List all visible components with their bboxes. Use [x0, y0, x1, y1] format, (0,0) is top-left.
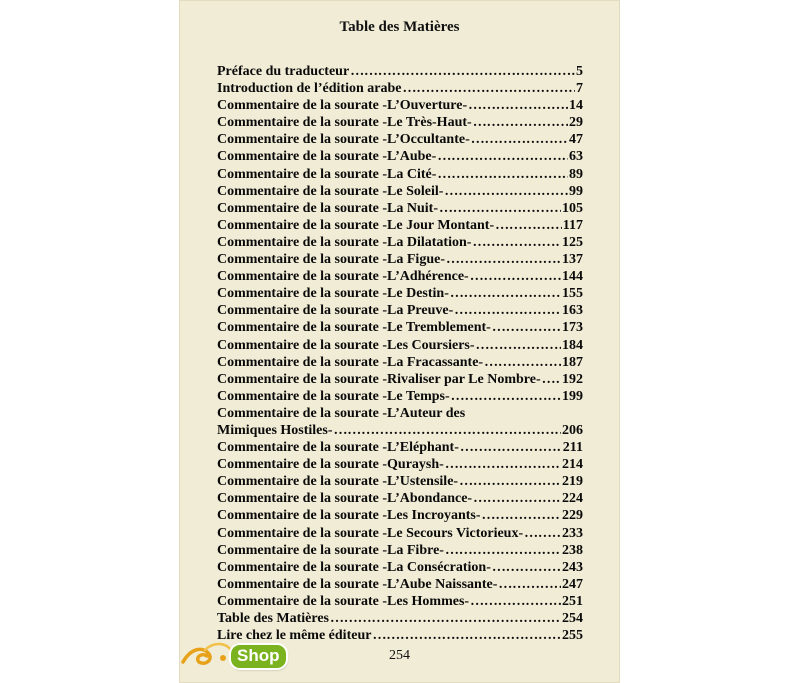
toc-dot-leader: [524, 525, 561, 542]
toc-entry-page: 137: [562, 252, 583, 268]
toc-entry: [217, 525, 583, 542]
toc-entry-title: Commentaire de la sourate -L’Occultante-: [217, 132, 470, 148]
toc-dot-leader: [470, 268, 561, 285]
toc-entry-title: Commentaire de la sourate -Quraysh-: [217, 457, 444, 473]
toc-entry-title: Commentaire de la sourate -Les Incroyants-: [217, 508, 481, 524]
toc-entry: [217, 473, 583, 490]
toc-entry-page: 229: [562, 508, 583, 524]
toc-dot-leader: [445, 456, 561, 473]
toc-entry: [217, 234, 583, 251]
toc-entry-page: 7: [576, 81, 583, 97]
toc-entry-title: Commentaire de la sourate -L’Eléphant-: [217, 440, 459, 456]
toc-dot-leader: [460, 439, 562, 456]
toc-entry-title: Commentaire de la sourate -L’Ouverture-: [217, 98, 468, 114]
logo-text: Shop: [231, 645, 286, 668]
toc-dot-leader: [482, 507, 561, 524]
toc-entry-page: 63: [569, 149, 583, 165]
toc-entry: [217, 593, 583, 610]
toc-entry-page: 211: [562, 440, 583, 456]
toc-dot-leader: [445, 542, 561, 559]
toc-dot-leader: [473, 114, 568, 131]
toc-entry-page: 206: [562, 422, 583, 438]
toc-dot-leader: [451, 388, 561, 405]
toc-entry: [217, 456, 583, 473]
toc-dot-leader: [372, 627, 561, 644]
table-of-contents: [217, 63, 583, 644]
toc-dot-leader: [437, 148, 568, 165]
toc-dot-leader: [476, 337, 561, 354]
toc-entry-page: 199: [562, 388, 583, 404]
toc-dot-leader: [470, 593, 561, 610]
toc-entry-title: Commentaire de la sourate -Les Coursiers-: [217, 337, 475, 353]
toc-dot-leader: [446, 251, 561, 268]
toc-entry: [217, 166, 583, 183]
toc-dot-leader: [459, 473, 561, 490]
toc-entry-page: 14: [569, 98, 583, 114]
toc-dot-leader: [454, 302, 561, 319]
toc-entry: [217, 371, 583, 388]
toc-entry-page: 184: [562, 337, 583, 353]
toc-dot-leader: [437, 166, 568, 183]
toc-entry-page: 219: [562, 474, 583, 490]
toc-entry-title: Commentaire de la sourate -La Dilatation-: [217, 234, 472, 250]
toc-entry: [217, 217, 583, 234]
toc-entry: [217, 268, 583, 285]
toc-entry: [217, 97, 583, 114]
toc-entry: [217, 285, 583, 302]
toc-entry: [217, 388, 583, 405]
toc-dot-leader: [450, 285, 561, 302]
toc-entry: [217, 610, 583, 627]
toc-entry-page: 192: [562, 371, 583, 387]
toc-entry-title: Commentaire de la sourate -Le Secours Victorieux-: [217, 525, 524, 541]
toc-entry-page: 125: [562, 234, 583, 250]
toc-entry-title: Commentaire de la sourate -Le Soleil-: [217, 183, 444, 199]
toc-entry-title: Commentaire de la sourate -La Figue-: [217, 252, 445, 268]
toc-entry-title: Commentaire de la sourate -Rivaliser par Le Nombre-: [217, 371, 541, 387]
toc-entry-page: 254: [562, 611, 583, 626]
toc-entry-page: 155: [562, 286, 583, 302]
toc-entry-page: 238: [562, 542, 583, 558]
toc-entry-title: Commentaire de la sourate -L’Ustensile-: [217, 474, 459, 490]
toc-entry-title: Commentaire de la sourate -La Nuit-: [217, 200, 438, 216]
toc-entry-title: Commentaire de la sourate -Le Tremblement-: [217, 320, 491, 336]
toc-entry-title: Commentaire de la sourate -Le Destin-: [217, 286, 449, 302]
toc-entry: [217, 576, 583, 593]
toc-dot-leader: [330, 610, 561, 627]
toc-dot-leader: [402, 80, 575, 97]
page-number: 254: [389, 648, 410, 663]
toc-entry: [217, 200, 583, 217]
toc-entry: [217, 251, 583, 268]
toc-entry: [217, 131, 583, 148]
toc-entry: [217, 439, 583, 456]
book-page: [179, 0, 620, 683]
toc-entry-page: 5: [576, 64, 583, 79]
toc-dot-leader: [473, 490, 561, 507]
toc-entry-title: Commentaire de la sourate -Le Très-Haut-: [217, 115, 472, 131]
toc-entry-title: Commentaire de la sourate -La Preuve-: [217, 303, 454, 319]
toc-entry: [217, 63, 583, 80]
toc-dot-leader: [350, 63, 575, 80]
toc-entry-page: 163: [562, 303, 583, 319]
toc-entry-title: Commentaire de la sourate -Le Jour Montant-: [217, 217, 495, 233]
toc-entry-title: Commentaire de la sourate -La Cité-: [217, 166, 437, 182]
toc-entry-page: 47: [569, 132, 583, 148]
toc-dot-leader: [492, 559, 561, 576]
toc-entry-title: Commentaire de la sourate -L’Abondance-: [217, 491, 473, 507]
toc-dot-leader: [498, 576, 561, 593]
toc-entry-title: Table des Matières: [217, 611, 329, 626]
toc-entry: [217, 337, 583, 354]
toc-entry-title: Mimiques Hostiles-: [217, 422, 333, 438]
toc-entry-page: 105: [562, 200, 583, 216]
toc-entry: [217, 302, 583, 319]
toc-dot-leader: [439, 200, 561, 217]
toc-entry: [217, 319, 583, 336]
toc-entry-title: Commentaire de la sourate -L’Auteur des: [217, 405, 466, 421]
toc-entry-page: 89: [569, 166, 583, 182]
toc-dot-leader: [484, 354, 561, 371]
toc-entry-title: Commentaire de la sourate -L’Aube-: [217, 149, 437, 165]
toc-entry: [217, 490, 583, 507]
toc-dot-leader: [542, 371, 561, 388]
toc-entry-page: 214: [562, 457, 583, 473]
toc-dot-leader: [495, 217, 562, 234]
toc-entry-page: 251: [562, 593, 583, 609]
toc-entry-page: 233: [562, 525, 583, 541]
toc-entry-title: Commentaire de la sourate -La Fracassante-: [217, 354, 484, 370]
toc-entry-title: Commentaire de la sourate -L’Adhérence-: [217, 269, 469, 285]
toc-entry-title: Préface du traducteur: [217, 64, 350, 79]
toc-entry-title: Commentaire de la sourate -La Consécration-: [217, 559, 491, 575]
toc-entry: [217, 148, 583, 165]
toc-entry-page: 224: [562, 491, 583, 507]
toc-entry-title: Introduction de l’édition arabe: [217, 81, 402, 97]
toc-entry-title: Lire chez le même éditeur: [217, 628, 372, 644]
toc-entry-title: Commentaire de la sourate -La Fibre-: [217, 542, 444, 558]
toc-dot-leader: [444, 183, 568, 200]
toc-entry: [217, 80, 583, 97]
toc-dot-leader: [471, 131, 568, 148]
toc-entry: [217, 422, 583, 439]
toc-dot-leader: [472, 234, 561, 251]
toc-entry-title: Commentaire de la sourate -L’Aube Naissante-: [217, 576, 498, 592]
toc-dot-leader: [468, 97, 568, 114]
toc-entry: [217, 405, 583, 422]
toc-entry: [217, 114, 583, 131]
toc-entry-title: Commentaire de la sourate -Le Temps-: [217, 388, 450, 404]
toc-entry-page: 187: [562, 354, 583, 370]
toc-entry-page: 117: [562, 217, 583, 233]
toc-entry-page: 29: [569, 115, 583, 131]
toc-entry-title: Commentaire de la sourate -Les Hommes-: [217, 593, 470, 609]
toc-entry: [217, 507, 583, 524]
toc-entry-page: 243: [562, 559, 583, 575]
page-title: Table des Matières: [339, 19, 460, 35]
toc-entry-page: 144: [562, 269, 583, 285]
toc-entry: [217, 183, 583, 200]
toc-dot-leader: [492, 319, 561, 336]
toc-entry-page: 255: [562, 628, 583, 644]
toc-entry-page: 99: [569, 183, 583, 199]
shop-logo: [179, 636, 299, 678]
toc-entry-page: 247: [562, 576, 583, 592]
toc-entry-page: 173: [562, 320, 583, 336]
toc-entry: [217, 542, 583, 559]
toc-entry: [217, 559, 583, 576]
toc-dot-leader: [334, 422, 562, 439]
toc-entry: [217, 354, 583, 371]
